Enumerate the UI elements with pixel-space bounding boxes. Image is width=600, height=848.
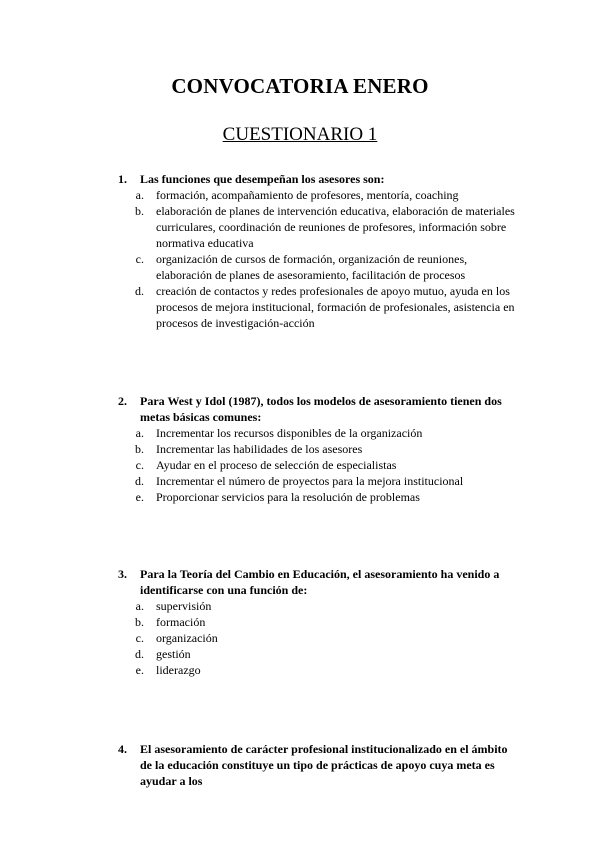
- option-item: [118, 283, 518, 331]
- question-2: [118, 393, 518, 505]
- option-letter: b.: [135, 442, 144, 456]
- option-letter: a.: [135, 188, 144, 202]
- option-list: [118, 187, 518, 331]
- option-item: [118, 598, 518, 614]
- option-letter: c.: [135, 631, 144, 645]
- option-item: [118, 203, 518, 251]
- option-text: formación: [156, 615, 206, 629]
- option-letter: e.: [135, 663, 144, 677]
- option-list: [118, 425, 518, 505]
- question-number: 4.: [118, 742, 127, 756]
- option-text: Ayudar en el proceso de selección de especialistas: [156, 458, 397, 472]
- option-letter: b.: [135, 615, 144, 629]
- option-text: formación, acompañamiento de profesores, mentoría, coaching: [156, 188, 459, 202]
- option-text: Proporcionar servicios para la resolución de problemas: [156, 490, 420, 504]
- option-letter: c.: [135, 252, 144, 266]
- option-item: [118, 457, 518, 473]
- question-3: [118, 566, 518, 678]
- option-letter: e.: [135, 490, 144, 504]
- question-header: [118, 393, 518, 425]
- option-text: elaboración de planes de intervención educativa, elaboración de materiales curriculares, coordinación de reuniones de profesores, información sobre normativa educativa: [156, 204, 515, 250]
- option-item: [118, 441, 518, 457]
- option-letter: b.: [135, 204, 144, 218]
- option-item: [118, 614, 518, 630]
- question-number: 3.: [118, 567, 127, 581]
- option-item: [118, 662, 518, 678]
- document-subtitle: CUESTIONARIO 1: [222, 124, 378, 145]
- question-header: [118, 171, 518, 187]
- option-item: [118, 187, 518, 203]
- option-text: organización: [156, 631, 218, 645]
- option-letter: a.: [135, 599, 144, 613]
- question-text: Para la Teoría del Cambio en Educación, el asesoramiento ha venido a identificarse con una función de:: [140, 567, 500, 597]
- question-text: El asesoramiento de carácter profesional institucionalizado en el ámbito de la educación constituye un tipo de prácticas de apoyo cuya meta es ayudar a los: [140, 742, 508, 788]
- option-letter: a.: [135, 426, 144, 440]
- question-text: Para West y Idol (1987), todos los modelos de asesoramiento tienen dos metas básicas comunes:: [140, 394, 502, 424]
- option-text: Incrementar los recursos disponibles de la organización: [156, 426, 423, 440]
- option-text: creación de contactos y redes profesionales de apoyo mutuo, ayuda en los procesos de mejora institucional, formación de profesionales, asistencia en procesos de investigación-acción: [156, 284, 515, 330]
- question-number: 2.: [118, 394, 127, 408]
- option-letter: d.: [135, 474, 144, 488]
- question-header: [118, 566, 518, 598]
- option-letter: d.: [135, 647, 144, 661]
- option-list: [118, 598, 518, 678]
- question-header: [118, 741, 518, 789]
- option-text: liderazgo: [156, 663, 201, 677]
- option-item: [118, 473, 518, 489]
- option-text: gestión: [156, 647, 191, 661]
- option-text: Incrementar el número de proyectos para la mejora institucional: [156, 474, 464, 488]
- question-4: [118, 741, 518, 789]
- option-item: [118, 251, 518, 283]
- option-text: supervisión: [156, 599, 212, 613]
- option-text: organización de cursos de formación, organización de reuniones, elaboración de planes de asesoramiento, facilitación de procesos: [156, 252, 468, 282]
- option-letter: c.: [135, 458, 144, 472]
- option-item: [118, 646, 518, 662]
- document-title: CONVOCATORIA ENERO: [171, 74, 429, 98]
- option-item: [118, 425, 518, 441]
- question-1: [118, 171, 518, 331]
- question-text: Las funciones que desempeñan los asesores son:: [140, 172, 385, 186]
- option-item: [118, 630, 518, 646]
- option-letter: d.: [135, 284, 144, 298]
- option-text: Incrementar las habilidades de los asesores: [156, 442, 363, 456]
- option-item: [118, 489, 518, 505]
- question-number: 1.: [118, 172, 127, 186]
